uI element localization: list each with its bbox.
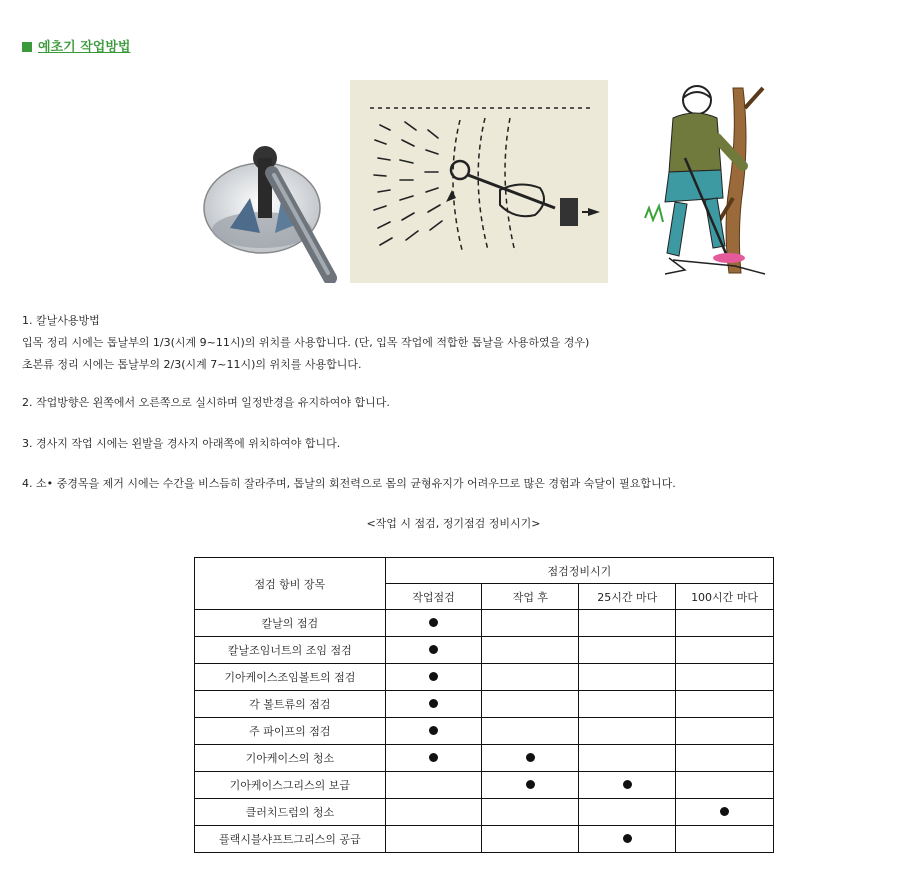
paragraph-1-line-3: 초본류 정리 시에는 톱날부의 2/3(시계 7~11시)의 위치를 사용합니다. (22, 358, 362, 371)
row-mark-cell (579, 664, 676, 691)
section-title (22, 36, 130, 55)
table-caption: <작업 시 점검, 정기점검 정비시기> (366, 517, 541, 530)
row-mark-cell (579, 691, 676, 718)
table-row (195, 718, 774, 745)
item-header: 점검 항비 장목 (195, 558, 386, 610)
row-mark-cell (482, 826, 579, 853)
paragraph-3-line-1: 3. 경사지 작업 시에는 왼발을 경사지 아래쪽에 위치하여야 합니다. (22, 437, 341, 450)
row-mark-cell (482, 664, 579, 691)
filled-dot-icon (429, 672, 438, 681)
inspection-table-body (195, 610, 774, 853)
paragraph-1-line-1: 1. 칼날사용방법 (22, 314, 100, 327)
sub-header-after-work: 작업 후 (482, 584, 579, 610)
row-mark-cell (676, 799, 774, 826)
table-row (195, 637, 774, 664)
table-row (195, 772, 774, 799)
table-row (195, 610, 774, 637)
row-mark-cell (579, 718, 676, 745)
row-mark-cell (385, 691, 482, 718)
row-item-label: 기아케이스의 청소 (195, 745, 386, 772)
paragraph-3 (22, 433, 882, 455)
table-row (195, 745, 774, 772)
row-mark-cell (385, 637, 482, 664)
row-mark-cell (676, 745, 774, 772)
row-mark-cell (676, 664, 774, 691)
row-mark-cell (482, 691, 579, 718)
row-mark-cell (579, 772, 676, 799)
row-mark-cell (482, 610, 579, 637)
row-mark-cell (482, 799, 579, 826)
row-item-label: 칼날조임너트의 조임 점검 (195, 637, 386, 664)
row-mark-cell (385, 745, 482, 772)
section-title-text: 예초기 작업방법 (38, 40, 131, 55)
row-item-label: 플랙시블샤프트그리스의 공급 (195, 826, 386, 853)
paragraph-1 (22, 310, 882, 376)
paragraph-2 (22, 392, 882, 414)
row-mark-cell (676, 826, 774, 853)
paragraph-2-line-1: 2. 작업방향은 왼쪽에서 오른쪽으로 실시하며 일정반경을 유지하여야 합니다. (22, 396, 390, 409)
filled-dot-icon (429, 699, 438, 708)
row-mark-cell (385, 826, 482, 853)
table-row (195, 799, 774, 826)
row-mark-cell (579, 610, 676, 637)
filled-dot-icon (429, 753, 438, 762)
row-mark-cell (579, 799, 676, 826)
row-mark-cell (676, 772, 774, 799)
table-row (195, 826, 774, 853)
filled-dot-icon (429, 726, 438, 735)
filled-dot-icon (429, 645, 438, 654)
row-item-label: 주 파이프의 점검 (195, 718, 386, 745)
row-mark-cell (676, 610, 774, 637)
table-row (195, 664, 774, 691)
row-mark-cell (676, 718, 774, 745)
inspection-table (194, 557, 774, 853)
paragraph-4 (22, 473, 882, 495)
row-mark-cell (385, 772, 482, 799)
row-item-label: 기아케이스그리스의 보급 (195, 772, 386, 799)
row-mark-cell (482, 637, 579, 664)
row-mark-cell (579, 826, 676, 853)
row-mark-cell (385, 664, 482, 691)
trimmer-blade-illustration (190, 118, 340, 283)
paragraph-1-line-2: 입목 정리 시에는 톱날부의 1/3(시계 9~11시)의 위치를 사용합니다. (단, 입목 작업에 적합한 톱날을 사용하였을 경우) (22, 336, 590, 349)
row-item-label: 기아케이스조임볼트의 점검 (195, 664, 386, 691)
row-mark-cell (385, 610, 482, 637)
filled-dot-icon (720, 807, 729, 816)
row-mark-cell (385, 718, 482, 745)
filled-dot-icon (526, 753, 535, 762)
row-mark-cell (579, 637, 676, 664)
green-square-icon (22, 42, 32, 52)
row-item-label: 클러치드럼의 청소 (195, 799, 386, 826)
cutting-direction-sketch (350, 80, 608, 283)
schedule-group-header: 점검정비시기 (385, 558, 773, 584)
sub-header-25-hours: 25시간 마다 (579, 584, 676, 610)
filled-dot-icon (623, 780, 632, 789)
worker-cutting-tree-illustration (625, 78, 770, 283)
row-mark-cell (579, 745, 676, 772)
row-item-label: 각 볼트류의 점검 (195, 691, 386, 718)
row-item-label: 칼날의 점검 (195, 610, 386, 637)
filled-dot-icon (623, 834, 632, 843)
row-mark-cell (676, 637, 774, 664)
sub-header-work-check: 작업점검 (385, 584, 482, 610)
row-mark-cell (676, 691, 774, 718)
row-mark-cell (482, 772, 579, 799)
row-mark-cell (385, 799, 482, 826)
table-row (195, 691, 774, 718)
sub-header-100-hours: 100시간 마다 (676, 584, 774, 610)
paragraph-4-line-1: 4. 소• 중경목을 제거 시에는 수간을 비스듬히 잘라주며, 톱날의 회전력으로 몸의 균형유지가 어려우므로 많은 경험과 숙달이 필요합니다. (22, 477, 676, 490)
row-mark-cell (482, 718, 579, 745)
row-mark-cell (482, 745, 579, 772)
filled-dot-icon (429, 618, 438, 627)
filled-dot-icon (526, 780, 535, 789)
